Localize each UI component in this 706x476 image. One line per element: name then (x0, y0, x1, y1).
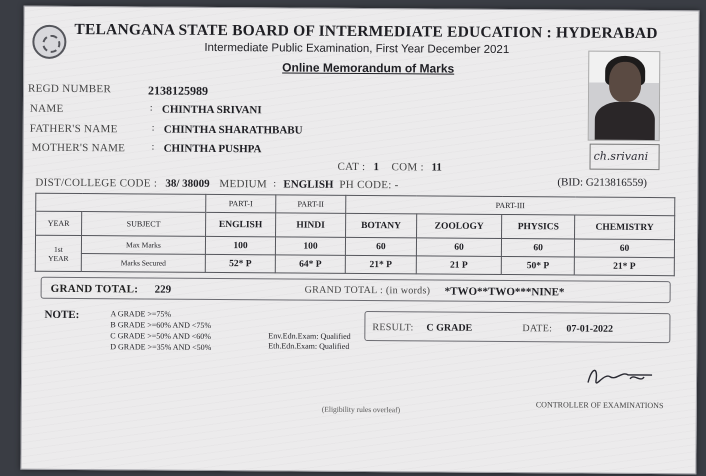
com-value: 11 (431, 161, 442, 174)
eligibility-note: (Eligibility rules overleaf) (321, 404, 401, 415)
ph-code: PH CODE: - (339, 178, 399, 192)
name-label: NAME (29, 102, 64, 115)
secured-mark-cell: 21* P (574, 257, 674, 276)
max-mark-cell: 60 (502, 238, 575, 257)
board-title: TELANGANA STATE BOARD OF INTERMEDIATE EDUCATION : HYDERABAD (74, 21, 658, 43)
subject-cell: ZOOLOGY (416, 214, 502, 239)
com-label: COM : (391, 161, 424, 174)
board-emblem-icon (32, 25, 66, 59)
max-mark-cell: 100 (275, 237, 345, 255)
result-label: RESULT: (372, 322, 414, 334)
marks-secured-label: Marks Secured (81, 254, 205, 273)
grand-total-value: 229 (154, 283, 172, 296)
name-value: CHINTHA SRIVANI (161, 103, 262, 117)
secured-mark-cell: 64* P (275, 255, 345, 273)
max-marks-label: Max Marks (81, 236, 205, 255)
secured-mark-cell: 21 P (416, 256, 501, 275)
controller-label: CONTROLLER OF EXAMINATIONS (535, 400, 664, 411)
env-edn-exam: Env.Edn.Exam: Qualified (268, 331, 351, 341)
student-signature: ch.srivani (589, 144, 659, 170)
dist-college-value: 38/ 38009 (165, 177, 210, 190)
mother-colon: : (151, 142, 155, 153)
grade-rule: C GRADE >=50% AND <60% (110, 331, 212, 341)
father-colon: : (151, 123, 155, 134)
subject-cell: ENGLISH (206, 212, 276, 236)
father-value: CHINTHA SHARATHBABU (163, 123, 303, 137)
part3-header: PART-III (346, 195, 675, 215)
subject-cell: PHYSICS (502, 214, 575, 239)
student-photo (588, 51, 661, 142)
grand-total-words-label: GRAND TOTAL : (in words) (304, 284, 431, 297)
max-mark-cell: 60 (575, 239, 675, 258)
medium-value: ENGLISH (283, 178, 334, 191)
grade-rule: A GRADE >=75% (110, 309, 172, 319)
cat-value: 1 (373, 161, 380, 174)
medium-label: MEDIUM (219, 178, 268, 191)
result-value: C GRADE (426, 322, 473, 334)
dist-college-label: DIST/COLLEGE CODE : (35, 176, 158, 190)
year-header: YEAR (36, 211, 82, 235)
name-colon: : (149, 103, 153, 114)
mother-label: MOTHER'S NAME (31, 141, 126, 155)
grand-total-words-value: *TWO**TWO***NINE* (444, 285, 565, 299)
secured-mark-cell: 50* P (502, 256, 575, 275)
grade-rule: D GRADE >=35% AND <50% (110, 342, 212, 352)
grade-rule: B GRADE >=60% AND <75% (110, 320, 212, 330)
marks-table (35, 193, 676, 276)
subject-cell: CHEMISTRY (575, 215, 675, 240)
marks-memo-sheet (20, 6, 699, 475)
controller-signature-icon (582, 363, 662, 392)
regd-label: REGD NUMBER (28, 82, 112, 96)
part2-header: PART-II (276, 195, 346, 213)
part1-header: PART-I (206, 194, 276, 212)
date-value: 07-01-2022 (566, 323, 614, 335)
date-label: DATE: (522, 323, 553, 335)
note-label: NOTE: (44, 308, 80, 322)
secured-mark-cell: 52* P (205, 254, 275, 272)
max-mark-cell: 100 (205, 236, 275, 254)
memo-title: Online Memorandum of Marks (282, 60, 455, 76)
cat-label: CAT : (337, 160, 366, 174)
year-cell: 1st YEAR (35, 235, 81, 271)
eth-edn-exam: Eth.Edn.Exam: Qualified (268, 341, 350, 351)
bid-code: (BID: G213816559) (557, 176, 647, 190)
max-mark-cell: 60 (416, 238, 501, 257)
father-label: FATHER'S NAME (29, 122, 118, 136)
exam-title: Intermediate Public Examination, First Year December 2021 (204, 41, 510, 57)
medium-colon: : (273, 179, 277, 190)
grand-total-label: GRAND TOTAL: (50, 282, 139, 296)
subject-cell: BOTANY (346, 213, 417, 237)
regd-value: 2138125989 (147, 83, 209, 98)
subject-cell: HINDI (276, 213, 346, 237)
mother-value: CHINTHA PUSHPA (163, 142, 262, 156)
subject-header: SUBJECT (82, 212, 206, 237)
max-mark-cell: 60 (345, 237, 416, 255)
secured-mark-cell: 21* P (345, 255, 416, 273)
